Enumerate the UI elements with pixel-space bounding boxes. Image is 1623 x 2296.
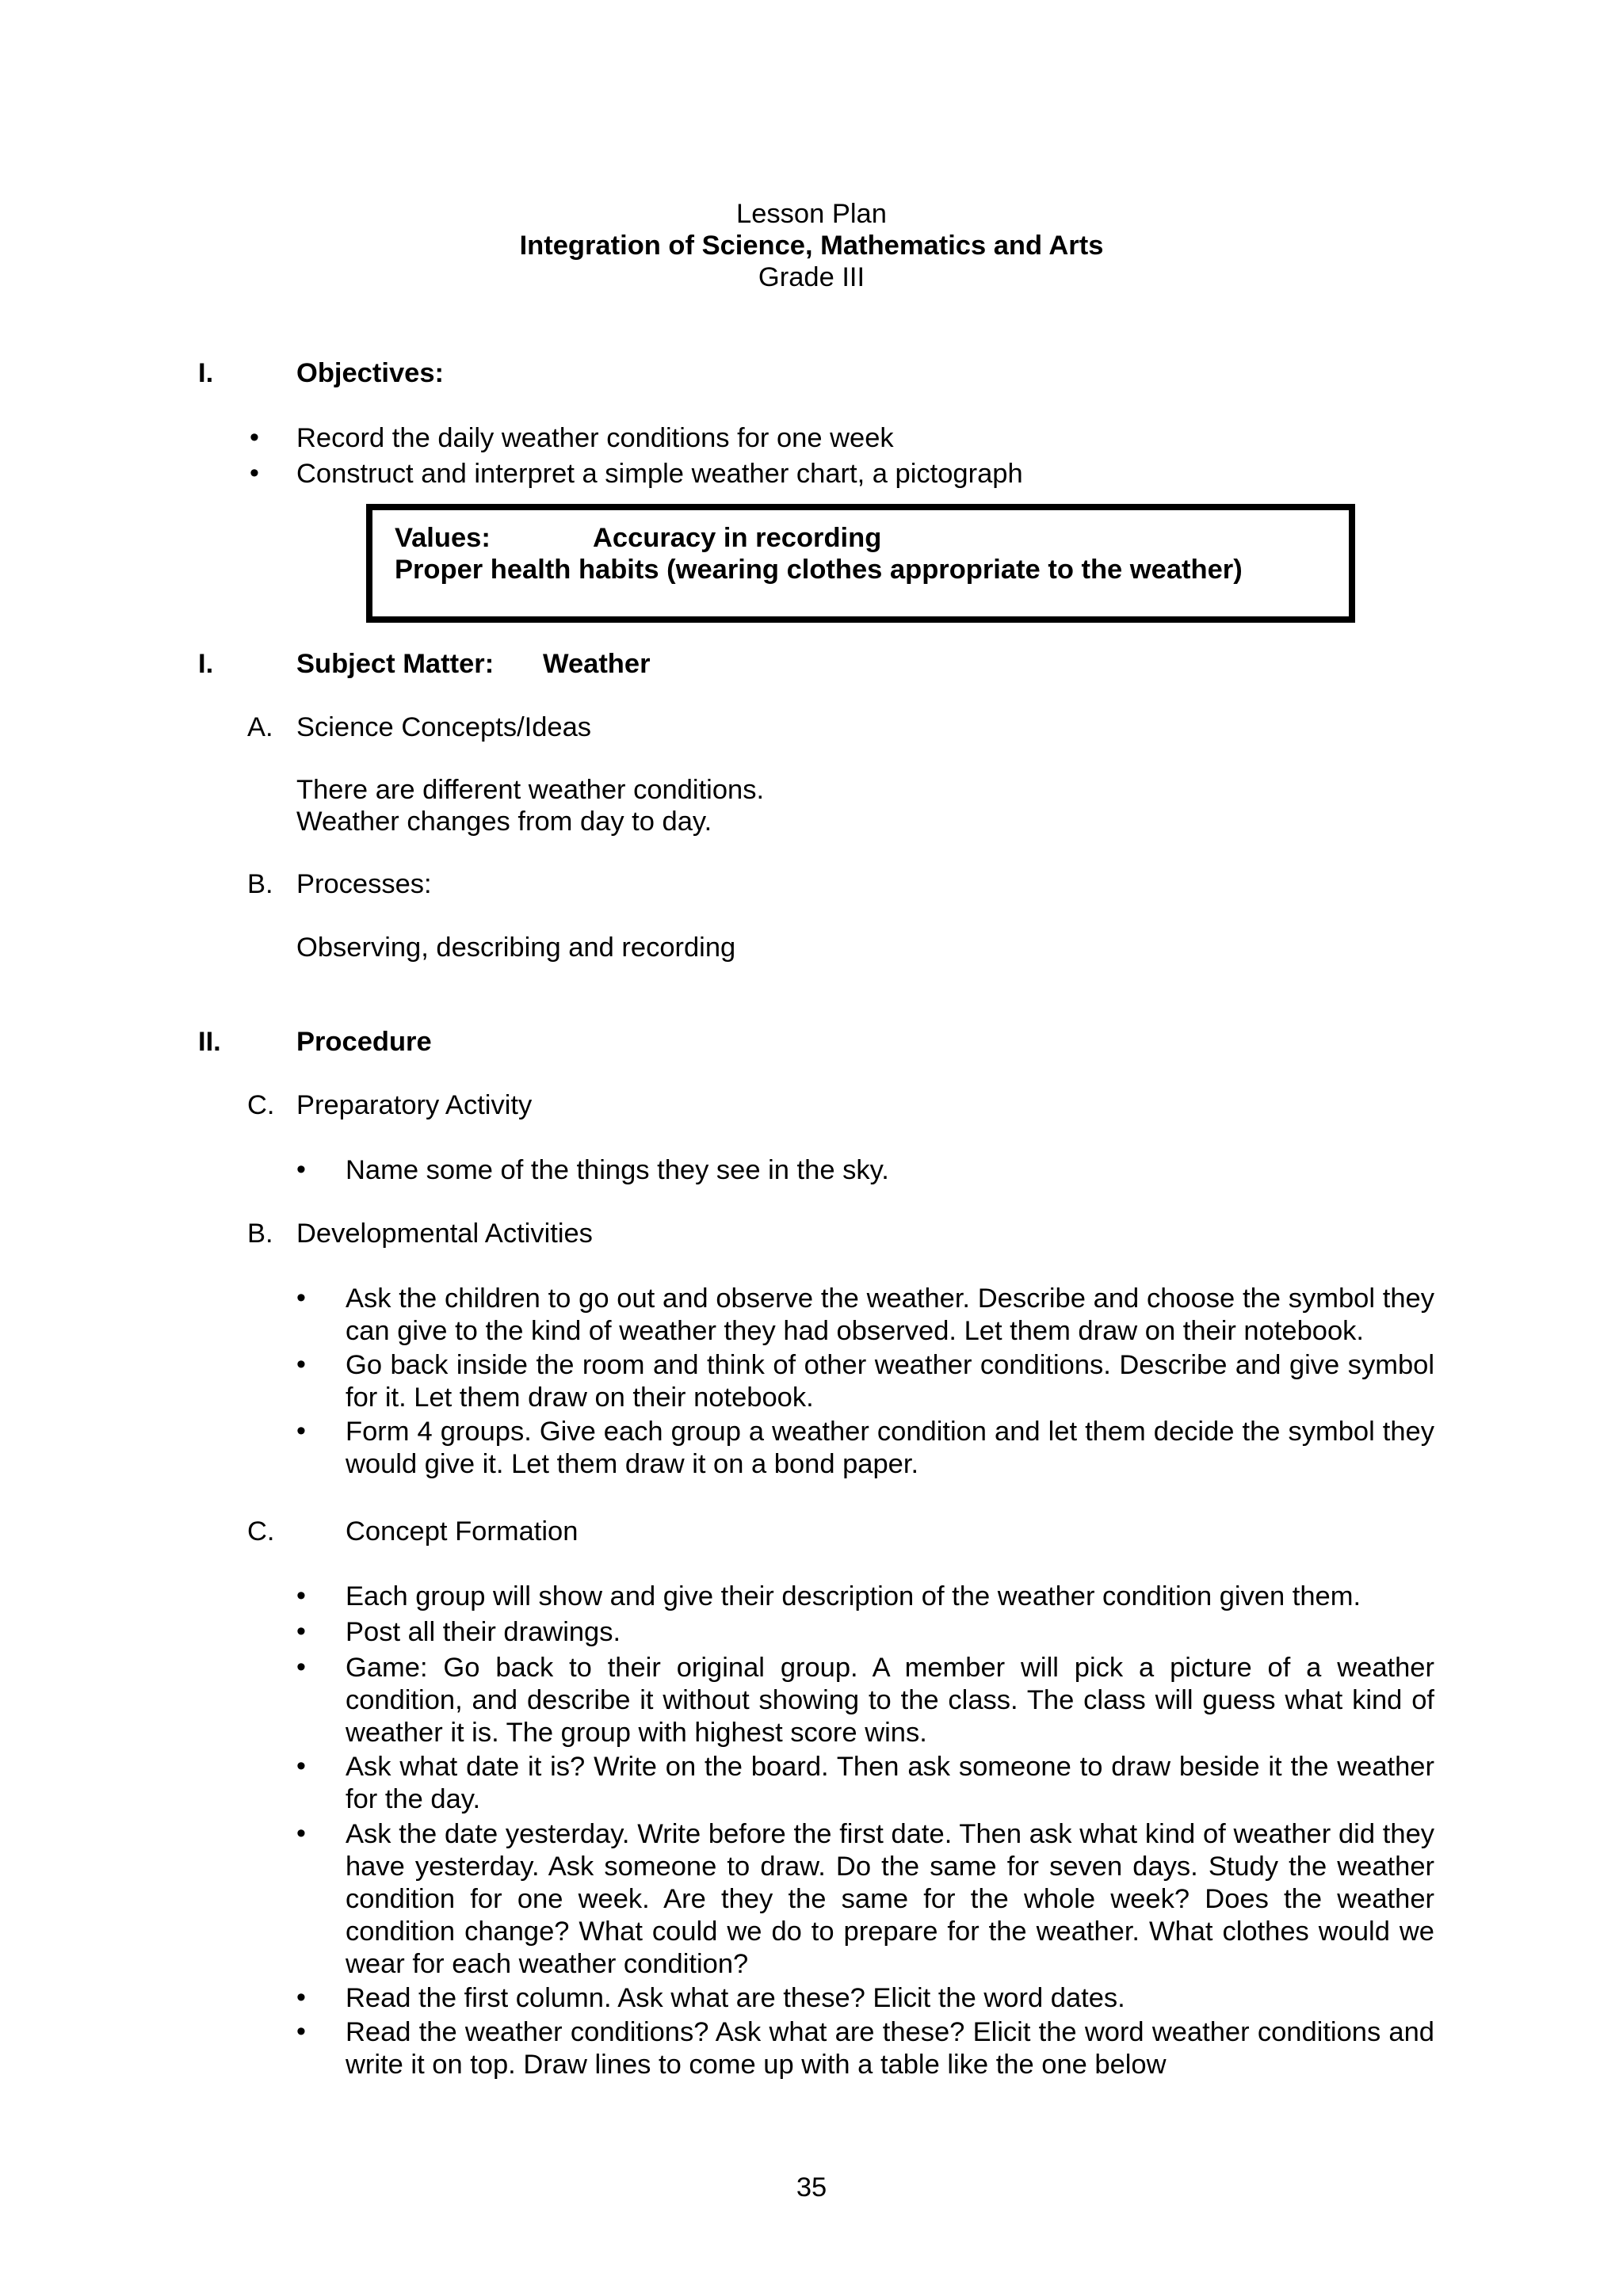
science-concepts-heading: Science Concepts/Ideas bbox=[296, 712, 592, 742]
bullet-icon: • bbox=[296, 1154, 306, 1184]
processes-text: Observing, describing and recording bbox=[296, 933, 736, 963]
section-numeral-objectives: I. bbox=[198, 358, 214, 388]
bullet-icon: • bbox=[250, 458, 259, 488]
concept-item: Read the first column. Ask what are these? Elicit the word dates. bbox=[346, 1983, 1125, 2013]
objective-item: Construct and interpret a simple weather chart, a pictograph bbox=[296, 459, 1023, 489]
bullet-icon: • bbox=[296, 1616, 306, 1646]
developmental-activities-heading: Developmental Activities bbox=[296, 1219, 593, 1249]
concept-item: Ask what date it is? Write on the board. Then ask someone to draw beside it the weather for the day. bbox=[346, 1752, 1434, 1814]
subsection-letter-a: A. bbox=[247, 712, 273, 742]
values-item-2: Proper health habits (wearing clothes appropriate to the weather) bbox=[395, 555, 1243, 585]
subsection-letter-b2: B. bbox=[247, 1219, 273, 1249]
bullet-icon: • bbox=[296, 1751, 306, 1781]
concept-item: Game: Go back to their original group. A member will pick a picture of a weather condition, and describe it without showing to the class. The class will guess what kind of weather it is. The group with highest score wins. bbox=[346, 1653, 1434, 1748]
section-numeral-subject: I. bbox=[198, 649, 214, 679]
bullet-icon: • bbox=[296, 1652, 306, 1682]
concept-item: Post all their drawings. bbox=[346, 1617, 621, 1647]
subject-matter-heading: Subject Matter: bbox=[296, 649, 495, 679]
preparatory-activity-heading: Preparatory Activity bbox=[296, 1090, 533, 1120]
subject-matter-topic: Weather bbox=[543, 649, 651, 679]
subsection-letter-b: B. bbox=[247, 869, 273, 899]
page-number: 35 bbox=[796, 2172, 827, 2203]
bullet-icon: • bbox=[296, 1818, 306, 1848]
bullet-icon: • bbox=[296, 1416, 306, 1446]
concept-item: Read the weather conditions? Ask what are these? Elicit the word weather conditions and write it on top. Draw lines to come up with a table like the one below bbox=[346, 2017, 1434, 2080]
values-item-1: Accuracy in recording bbox=[593, 523, 882, 553]
doc-title-line3: Grade III bbox=[758, 262, 865, 292]
subsection-letter-c: C. bbox=[247, 1090, 275, 1120]
section-numeral-procedure: II. bbox=[198, 1027, 221, 1057]
bullet-icon: • bbox=[296, 1349, 306, 1379]
bullet-icon: • bbox=[296, 1283, 306, 1313]
dev-item: Form 4 groups. Give each group a weather condition and let them decide the symbol they would give it. Let them draw it on a bond paper. bbox=[346, 1417, 1434, 1479]
bullet-icon: • bbox=[296, 2016, 306, 2046]
dev-item: Ask the children to go out and observe the weather. Describe and choose the symbol they can give to the kind of weather they had observed. Let them draw on their notebook. bbox=[346, 1283, 1434, 1346]
bullet-icon: • bbox=[296, 1982, 306, 2012]
dev-item: Go back inside the room and think of other weather conditions. Describe and give symbol for it. Let them draw on their notebook. bbox=[346, 1350, 1434, 1413]
concept-line-1: There are different weather conditions. bbox=[296, 775, 765, 805]
doc-title-line2: Integration of Science, Mathematics and Arts bbox=[519, 231, 1104, 261]
objective-item: Record the daily weather conditions for one week bbox=[296, 423, 894, 453]
bullet-icon: • bbox=[296, 1581, 306, 1611]
doc-title-line1: Lesson Plan bbox=[736, 199, 887, 229]
concept-line-2: Weather changes from day to day. bbox=[296, 807, 712, 837]
values-label: Values: bbox=[395, 523, 491, 553]
prep-item: Name some of the things they see in the sky. bbox=[346, 1155, 889, 1185]
objectives-heading: Objectives: bbox=[296, 358, 444, 388]
concept-item: Ask the date yesterday. Write before the first date. Then ask what kind of weather did they have yesterday. Ask someone to draw. Do the same for seven days. Study the weather condition for one week. Are they the same for the whole week? Does the weather condition change? What could we do to prepare for the weather. What clothes would we wear for each weather condition? bbox=[346, 1819, 1434, 1979]
subsection-letter-c2: C. bbox=[247, 1516, 275, 1547]
concept-formation-heading: Concept Formation bbox=[346, 1516, 579, 1547]
concept-item: Each group will show and give their description of the weather condition given them. bbox=[346, 1581, 1361, 1611]
procedure-heading: Procedure bbox=[296, 1027, 432, 1057]
bullet-icon: • bbox=[250, 422, 259, 452]
processes-heading: Processes: bbox=[296, 869, 432, 899]
